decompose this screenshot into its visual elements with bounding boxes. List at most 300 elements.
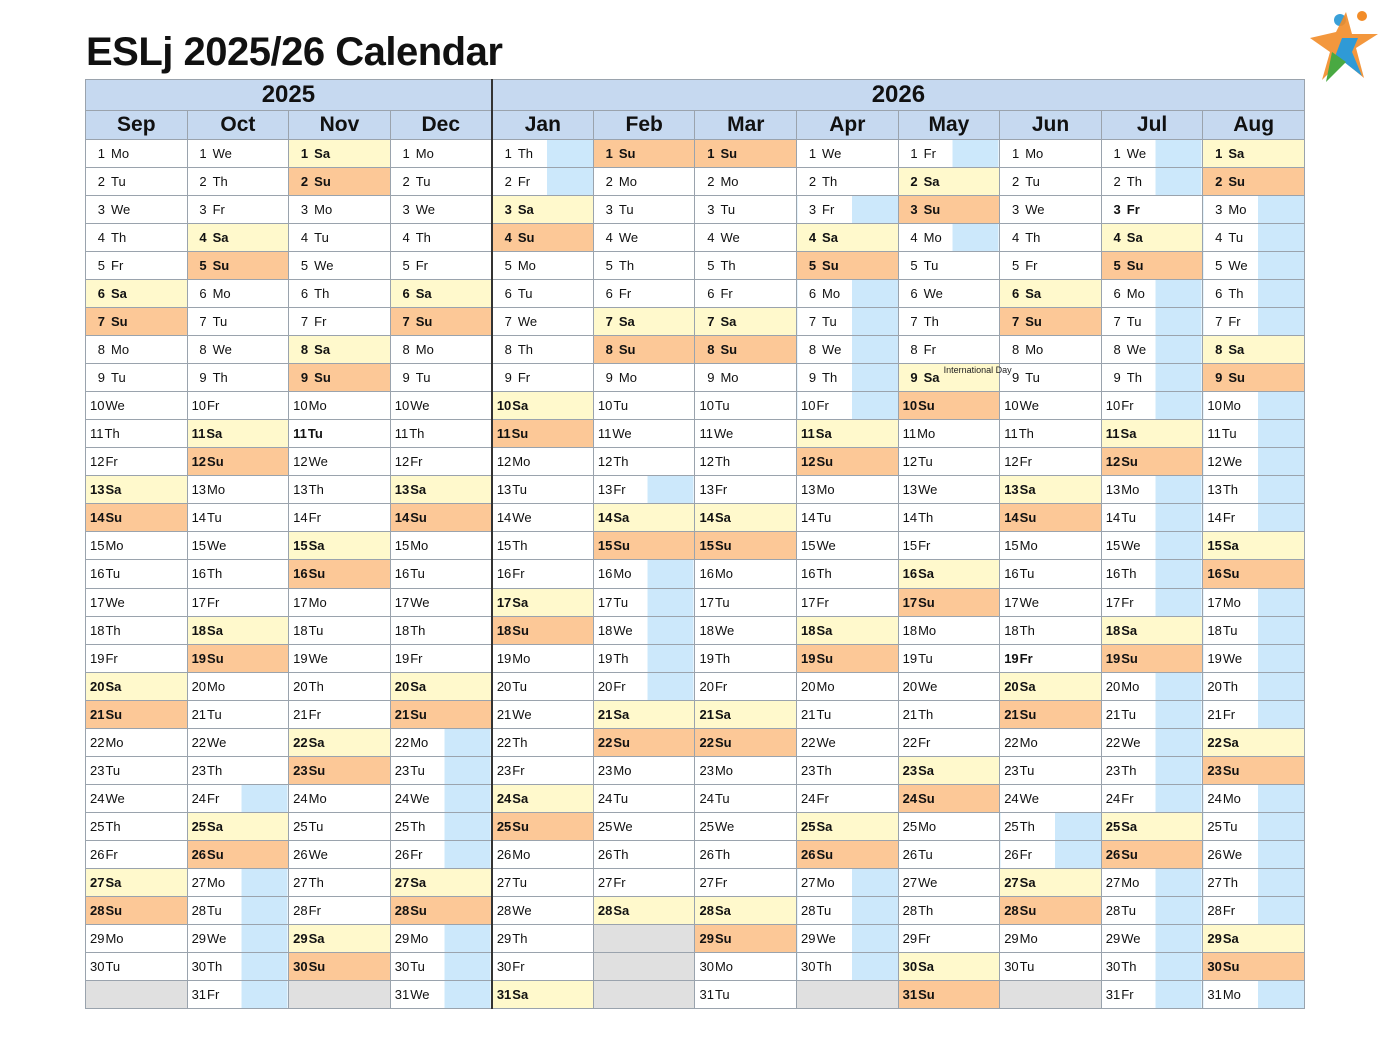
day-cell: [1101, 420, 1203, 448]
weekday-label: We: [512, 902, 532, 918]
weekday-label: Fr: [1019, 650, 1033, 666]
day-cell: [695, 420, 797, 448]
day-number: 2: [1011, 174, 1020, 190]
day-cell: [898, 952, 1000, 980]
day-cell: [1203, 420, 1305, 448]
weekday-label: Sa: [410, 482, 427, 498]
weekday-label: Sa: [1222, 538, 1239, 554]
day-number: 8: [504, 342, 512, 358]
day-number: 2: [1113, 174, 1121, 190]
weekday-label: Su: [1121, 846, 1138, 862]
day-cell: [289, 588, 391, 616]
weekday-label: Fr: [314, 314, 327, 330]
weekday-label: Su: [512, 818, 529, 834]
month-header-may: May: [898, 111, 1000, 140]
weekday-label: We: [918, 678, 938, 694]
day-number: 1: [199, 146, 207, 161]
day-number: 13: [1105, 482, 1121, 498]
day-number: 21: [394, 706, 410, 722]
day-cell: [898, 896, 1000, 924]
weekday-label: We: [410, 986, 430, 1002]
weekday-label: Fr: [1121, 790, 1134, 806]
weekday-label: Mo: [1025, 342, 1044, 358]
weekday-label: Su: [308, 566, 326, 582]
day-number: 15: [1207, 538, 1222, 554]
day-number: 26: [597, 846, 613, 862]
day-cell: [695, 868, 797, 896]
day-cell: [289, 476, 391, 504]
weekday-label: Mo: [1126, 286, 1145, 302]
weekday-label: We: [612, 426, 632, 442]
day-number: 21: [293, 706, 308, 722]
weekday-label: Th: [923, 314, 939, 330]
day-cell: [390, 140, 492, 168]
day-cell: [593, 784, 695, 812]
weekday-label: Fr: [918, 734, 931, 750]
day-cell: [492, 308, 594, 336]
day-number: 2: [808, 174, 817, 190]
weekday-label: We: [918, 482, 938, 498]
day-cell: [593, 476, 695, 504]
day-cell: [492, 252, 594, 280]
day-number: 14: [1105, 510, 1121, 526]
weekday-label: Tu: [415, 174, 431, 190]
weekday-label: Tu: [923, 258, 939, 274]
day-number: 28: [699, 902, 714, 918]
day-number: 18: [1105, 622, 1121, 638]
day-number: 19: [191, 650, 207, 666]
day-cell: [187, 168, 289, 196]
day-number: 22: [801, 734, 816, 750]
day-cell: [1101, 588, 1203, 616]
day-cell: [187, 644, 289, 672]
day-number: 16: [801, 566, 816, 582]
weekday-label: We: [822, 342, 842, 358]
day-number: 24: [801, 790, 816, 806]
day-number: 26: [394, 846, 410, 862]
day-number: 13: [1004, 482, 1019, 498]
day-cell: [797, 308, 899, 336]
weekday-label: Tu: [105, 958, 121, 974]
day-cell: [187, 728, 289, 756]
weekday-label: Su: [923, 202, 941, 218]
weekday-label: We: [918, 874, 938, 890]
weekday-label: Mo: [410, 930, 429, 946]
day-number: 16: [1207, 566, 1222, 582]
day-number: 25: [597, 818, 613, 834]
day-cell: [1000, 840, 1102, 868]
weekday-label: Tu: [1121, 706, 1136, 722]
day-row: [86, 336, 1305, 364]
day-cell: [1101, 224, 1203, 252]
weekday-label: Su: [720, 342, 738, 358]
day-cell: [86, 252, 188, 280]
day-number: 19: [496, 650, 512, 666]
day-cell: [898, 196, 1000, 224]
weekday-label: Th: [410, 818, 426, 834]
weekday-label: Th: [207, 762, 223, 778]
day-number: 5: [1215, 258, 1223, 274]
day-number: 15: [801, 538, 816, 554]
weekday-label: Sa: [815, 426, 832, 442]
day-cell: [390, 952, 492, 980]
weekday-label: Fr: [1121, 986, 1134, 1002]
day-cell: [1203, 280, 1305, 308]
day-number: 29: [90, 930, 105, 946]
day-cell: [492, 224, 594, 252]
day-cell: [289, 504, 391, 532]
weekday-label: Th: [512, 734, 528, 750]
weekday-label: Tu: [822, 314, 837, 330]
day-number: 27: [1004, 874, 1019, 890]
weekday-label: We: [415, 202, 435, 218]
day-cell: [289, 364, 391, 392]
day-number: 4: [300, 230, 309, 246]
weekday-label: Sa: [1025, 286, 1042, 302]
day-number: 11: [699, 426, 713, 442]
weekday-label: Tu: [517, 286, 533, 302]
day-number: 28: [1004, 902, 1019, 918]
weekday-label: Tu: [314, 230, 329, 246]
day-cell: [898, 504, 1000, 532]
day-number: 25: [902, 818, 918, 834]
day-row: [86, 672, 1305, 700]
day-cell: [1000, 504, 1102, 532]
day-number: 21: [496, 706, 512, 722]
day-cell: [1000, 168, 1102, 196]
weekday-label: Su: [212, 258, 230, 274]
weekday-label: We: [1019, 790, 1039, 806]
day-number: 2: [199, 174, 207, 190]
day-number: 12: [902, 454, 918, 470]
day-cell: [492, 812, 594, 840]
weekday-label: Th: [512, 538, 528, 554]
day-number: 19: [597, 650, 613, 666]
day-number: 24: [293, 790, 308, 806]
day-number: 14: [902, 510, 918, 526]
day-cell: [593, 140, 695, 168]
weekday-label: We: [613, 622, 633, 638]
day-cell: [492, 980, 594, 1008]
weekday-label: Th: [816, 566, 832, 582]
day-cell: [86, 868, 188, 896]
day-cell: [86, 308, 188, 336]
day-number: 5: [199, 258, 207, 274]
weekday-label: Tu: [714, 986, 730, 1002]
day-number: 22: [191, 734, 207, 750]
day-number: 23: [699, 762, 714, 778]
day-number: 8: [199, 342, 207, 358]
day-number: 10: [394, 398, 410, 414]
weekday-label: Tu: [1228, 230, 1244, 246]
day-cell: [898, 224, 1000, 252]
weekday-label: We: [1126, 342, 1147, 358]
day-number: 17: [1004, 594, 1019, 610]
day-number: 2: [402, 174, 410, 190]
day-number: 7: [97, 314, 105, 330]
weekday-label: Mo: [517, 258, 536, 274]
weekday-label: Su: [410, 706, 427, 722]
weekday-label: Su: [816, 650, 834, 666]
empty-day-cell: [593, 924, 695, 952]
day-cell: [797, 616, 899, 644]
weekday-label: Th: [822, 174, 838, 190]
weekday-label: Th: [104, 426, 120, 442]
weekday-label: Mo: [618, 174, 637, 190]
day-cell: [390, 364, 492, 392]
day-number: 1: [300, 146, 309, 161]
day-number: 11: [1207, 426, 1221, 442]
weekday-label: Sa: [1228, 146, 1245, 161]
star-figure-logo-icon: [1302, 8, 1386, 84]
weekday-label: Su: [207, 650, 224, 666]
day-number: 5: [1113, 258, 1121, 274]
day-cell: [390, 784, 492, 812]
day-number: 18: [902, 622, 918, 638]
day-number: 27: [699, 874, 714, 890]
weekday-label: Sa: [1121, 818, 1138, 834]
day-cell: [86, 168, 188, 196]
day-number: 29: [496, 930, 512, 946]
day-cell: [695, 700, 797, 728]
day-number: 20: [1004, 678, 1019, 694]
day-row: [86, 588, 1305, 616]
weekday-label: Tu: [1121, 902, 1136, 918]
day-cell: [390, 672, 492, 700]
day-number: 11: [90, 426, 104, 442]
weekday-label: Mo: [314, 202, 333, 218]
day-row: [86, 924, 1305, 952]
weekday-label: Sa: [816, 818, 833, 834]
day-cell: [797, 756, 899, 784]
weekday-label: Sa: [923, 370, 940, 386]
weekday-label: Sa: [618, 314, 635, 330]
weekday-label: Tu: [410, 566, 425, 582]
weekday-label: We: [714, 818, 735, 834]
day-number: 6: [808, 286, 817, 302]
day-number: 28: [90, 902, 105, 918]
weekday-label: Fr: [1019, 846, 1032, 862]
day-number: 6: [707, 286, 715, 302]
day-cell: [187, 868, 289, 896]
day-number: 14: [496, 510, 512, 526]
day-number: 7: [707, 314, 715, 330]
day-number: 5: [1011, 258, 1020, 274]
weekday-label: Tu: [307, 426, 323, 442]
day-cell: [797, 224, 899, 252]
day-cell: [593, 532, 695, 560]
day-number: 16: [191, 566, 207, 582]
day-number: 17: [1207, 594, 1222, 610]
weekday-label: We: [212, 146, 232, 161]
day-row: [86, 980, 1305, 1008]
day-cell: [593, 364, 695, 392]
day-number: 13: [90, 482, 105, 498]
day-cell: [1101, 504, 1203, 532]
day-number: 16: [902, 566, 918, 582]
day-cell: [695, 896, 797, 924]
day-number: 21: [597, 706, 613, 722]
weekday-label: Sa: [1120, 426, 1137, 442]
day-number: 16: [1105, 566, 1121, 582]
day-number: 31: [496, 986, 512, 1002]
day-number: 19: [1105, 650, 1121, 666]
day-number: 30: [191, 958, 207, 974]
month-header-feb: Feb: [593, 111, 695, 140]
day-cell: [898, 420, 1000, 448]
weekday-label: Mo: [1019, 538, 1038, 554]
weekday-label: Su: [613, 734, 630, 750]
day-number: 1: [97, 146, 105, 161]
day-cell: [898, 784, 1000, 812]
day-cell: [390, 728, 492, 756]
weekday-label: Th: [207, 566, 223, 582]
day-cell: [1203, 784, 1305, 812]
day-row: [86, 252, 1305, 280]
weekday-label: Th: [111, 230, 127, 246]
weekday-label: Sa: [720, 314, 737, 330]
day-cell: [593, 504, 695, 532]
weekday-label: Su: [105, 706, 123, 722]
day-number: 25: [801, 818, 816, 834]
day-cell: [898, 168, 1000, 196]
day-number: 4: [910, 230, 918, 246]
day-number: 21: [90, 706, 105, 722]
day-number: 31: [394, 986, 410, 1002]
day-number: 11: [293, 426, 307, 442]
day-number: 4: [707, 230, 715, 246]
day-cell: [797, 364, 899, 392]
day-cell: [898, 700, 1000, 728]
day-cell: [390, 392, 492, 420]
day-cell: [695, 784, 797, 812]
day-cell: [289, 644, 391, 672]
day-number: 30: [293, 958, 308, 974]
day-cell: [695, 476, 797, 504]
day-cell: [390, 420, 492, 448]
day-number: 6: [605, 286, 613, 302]
weekday-label: Mo: [308, 398, 327, 414]
day-number: 27: [191, 874, 207, 890]
day-cell: [898, 560, 1000, 588]
weekday-label: Sa: [1228, 342, 1245, 358]
weekday-label: We: [105, 594, 125, 610]
day-number: 6: [1011, 286, 1020, 302]
weekday-label: Su: [918, 986, 935, 1002]
weekday-label: Sa: [1019, 482, 1036, 498]
weekday-label: Sa: [105, 482, 122, 498]
day-number: 16: [699, 566, 714, 582]
weekday-label: Sa: [314, 146, 331, 161]
day-number: 1: [808, 146, 817, 161]
weekday-label: Sa: [816, 622, 833, 638]
day-cell: [492, 504, 594, 532]
day-cell: [898, 140, 1000, 168]
day-cell: [86, 336, 188, 364]
day-cell: [1000, 588, 1102, 616]
day-number: 4: [504, 230, 512, 246]
weekday-label: We: [1222, 454, 1243, 470]
day-number: 22: [597, 734, 613, 750]
weekday-label: Fr: [1222, 902, 1236, 918]
day-cell: [390, 616, 492, 644]
day-row: [86, 644, 1305, 672]
day-cell: [187, 364, 289, 392]
day-cell: [492, 336, 594, 364]
day-cell: [390, 532, 492, 560]
day-cell: [86, 672, 188, 700]
day-row: [86, 840, 1305, 868]
day-cell: [492, 896, 594, 924]
day-cell: [187, 140, 289, 168]
day-cell: [289, 168, 391, 196]
day-cell: [797, 672, 899, 700]
day-number: 14: [90, 510, 105, 526]
day-number: 6: [300, 286, 309, 302]
day-cell: [593, 224, 695, 252]
day-cell: [187, 700, 289, 728]
day-cell: [593, 280, 695, 308]
day-number: 8: [1113, 342, 1121, 358]
day-number: 9: [199, 370, 207, 386]
day-cell: [695, 756, 797, 784]
day-number: 5: [300, 258, 309, 274]
month-header-mar: Mar: [695, 111, 797, 140]
day-number: 20: [699, 678, 714, 694]
day-number: 17: [90, 594, 105, 610]
day-number: 3: [1215, 202, 1223, 218]
weekday-label: Mo: [512, 650, 531, 666]
day-number: 29: [1207, 930, 1222, 946]
weekday-label: Mo: [207, 482, 226, 498]
day-cell: [187, 308, 289, 336]
weekday-label: Th: [1228, 286, 1244, 302]
day-cell: [898, 532, 1000, 560]
day-cell: [695, 392, 797, 420]
day-number: 21: [1105, 706, 1121, 722]
day-cell: [1000, 952, 1102, 980]
weekday-label: Th: [105, 818, 121, 834]
month-header-jun: Jun: [1000, 111, 1102, 140]
day-cell: [1000, 140, 1102, 168]
weekday-label: Su: [618, 342, 636, 358]
day-number: 14: [801, 510, 816, 526]
day-number: 3: [1113, 202, 1121, 218]
weekday-label: Sa: [517, 202, 534, 218]
day-cell: [86, 952, 188, 980]
day-cell: [187, 280, 289, 308]
day-cell: [797, 952, 899, 980]
day-cell: [898, 840, 1000, 868]
weekday-label: Sa: [111, 286, 127, 302]
day-cell: [187, 924, 289, 952]
weekday-label: Su: [511, 426, 529, 442]
day-number: 8: [1011, 342, 1020, 358]
day-row: [86, 308, 1305, 336]
day-number: 7: [504, 314, 512, 330]
day-row: [86, 168, 1305, 196]
day-number: 19: [293, 650, 308, 666]
year-header: 2026: [492, 80, 1305, 111]
day-number: 21: [902, 706, 918, 722]
day-number: 29: [394, 930, 410, 946]
day-cell: [695, 448, 797, 476]
day-number: 22: [293, 734, 308, 750]
day-cell: [492, 952, 594, 980]
day-cell: [695, 196, 797, 224]
day-cell: [593, 168, 695, 196]
day-number: 22: [1004, 734, 1019, 750]
